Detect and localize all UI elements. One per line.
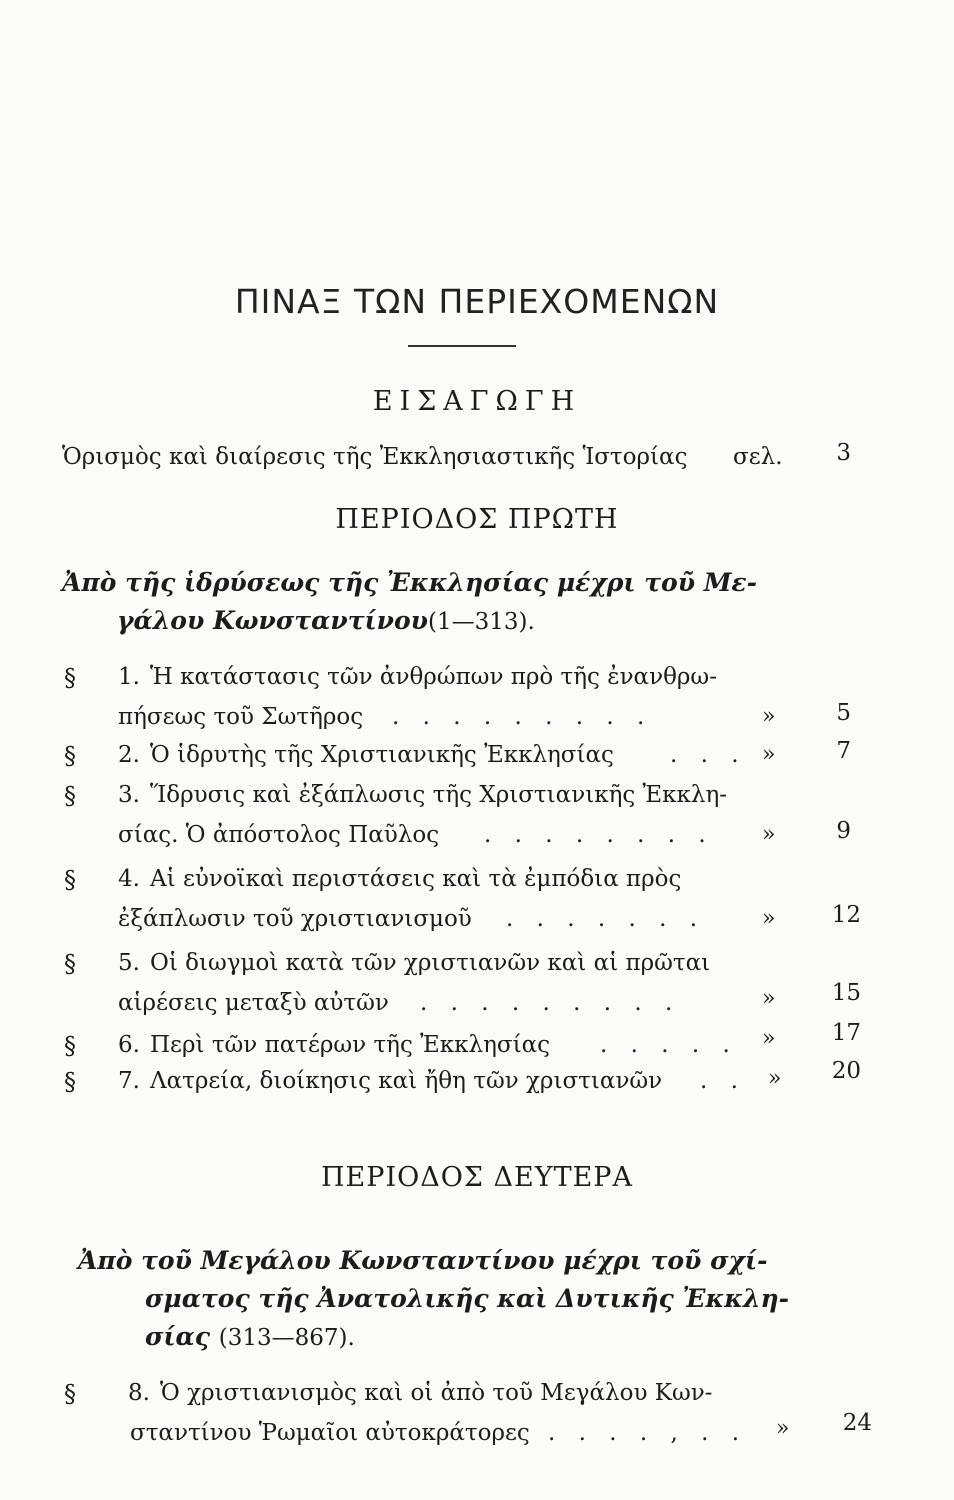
introduction-heading: ΕΙΣΑΓΩΓΗ xyxy=(372,386,582,417)
section-3-line2: σίας. Ὁ ἀπόστολος Παῦλος xyxy=(118,822,440,848)
section-5-line1: Οἱ διωγμοὶ κατὰ τῶν χριστιανῶν καὶ αἱ πρῶται xyxy=(150,950,711,976)
section-symbol: § xyxy=(64,1032,76,1060)
page-label: σελ. xyxy=(733,444,783,470)
section-3-line1: Ἵδρυσις καὶ ἐξάπλωσις τῆς Χριστιανικῆς Ἐκκλη- xyxy=(150,782,728,808)
leader-dots: . . . . . xyxy=(600,1032,738,1058)
section-6-line1: Περὶ τῶν πατέρων τῆς Ἐκκλησίας xyxy=(150,1032,551,1058)
section-number: 2. xyxy=(118,742,140,768)
section-1-page: 5 xyxy=(836,700,851,726)
section-symbol: § xyxy=(64,866,76,894)
leader-dots: . . . . , . . xyxy=(548,1420,748,1446)
title-rule xyxy=(408,345,516,347)
section-number: 3. xyxy=(118,782,140,808)
section-symbol: § xyxy=(64,950,76,978)
leader-dots: . . . xyxy=(670,742,747,768)
leader-dots: . . . . . . . xyxy=(506,906,706,932)
section-number: 7. xyxy=(118,1068,140,1094)
section-symbol: § xyxy=(64,1068,76,1096)
leader-dots: . . xyxy=(700,1068,746,1094)
introduction-page: 3 xyxy=(836,440,851,466)
period2-heading: ΠΕΡΙΟΔΟΣ ΔΕΥΤΕΡΑ xyxy=(321,1162,633,1193)
leader-dots: . . . . . . . . xyxy=(484,822,714,848)
section-4-page: 12 xyxy=(831,902,861,928)
section-6-page: 17 xyxy=(831,1020,861,1046)
ditto-mark: » xyxy=(762,906,776,931)
ditto-mark: » xyxy=(776,1416,790,1441)
period1-subtitle-line1: Ἀπὸ τῆς ἱδρύσεως τῆς Ἐκκλησίας μέχρι τοῦ Με- xyxy=(62,568,757,597)
period1-range: (1—313). xyxy=(428,609,535,635)
ditto-mark: » xyxy=(762,1026,776,1051)
section-number: 6. xyxy=(118,1032,140,1058)
section-7-page: 20 xyxy=(831,1058,861,1084)
introduction-entry: Ὁρισμὸς καὶ διαίρεσις τῆς Ἐκκλησιαστικῆς Ἱστορίας xyxy=(62,444,688,470)
section-symbol: § xyxy=(64,782,76,810)
section-4-line1: Αἱ εὐνοϊκαὶ περιστάσεις καὶ τὰ ἐμπόδια πρὸς xyxy=(150,866,682,892)
section-3-page: 9 xyxy=(836,818,851,844)
section-5-page: 15 xyxy=(831,980,861,1006)
section-number: 8. xyxy=(128,1380,150,1406)
leader-dots: . . . . . . . . . xyxy=(420,990,681,1016)
period2-subtitle-line3: σίας (313—867). xyxy=(145,1322,355,1351)
section-5-line2: αἱρέσεις μεταξὺ αὐτῶν xyxy=(118,990,389,1016)
section-1-line2: πήσεως τοῦ Σωτῆρος xyxy=(118,704,364,730)
period2-subtitle-line2: σματος τῆς Ἀνατολικῆς καὶ Δυτικῆς Ἐκκλη- xyxy=(145,1284,790,1313)
section-7-line1: Λατρεία, διοίκησις καὶ ἤθη τῶν χριστιανῶν xyxy=(150,1068,663,1094)
ditto-mark: » xyxy=(762,822,776,847)
section-2-line1: Ὁ ἱδρυτὴς τῆς Χριστιανικῆς Ἐκκλησίας xyxy=(150,742,614,768)
section-4-line2: ἐξάπλωσιν τοῦ χριστιανισμοῦ xyxy=(118,906,472,932)
section-symbol: § xyxy=(64,1380,76,1408)
leader-dots: . . . . . . . . . xyxy=(392,704,653,730)
ditto-mark: » xyxy=(768,1066,782,1091)
ditto-mark: » xyxy=(762,704,776,729)
section-symbol: § xyxy=(64,742,76,770)
period2-range: (313—867). xyxy=(218,1325,355,1351)
section-number: 5. xyxy=(118,950,140,976)
page-title: ΠΙΝΑΞ ΤΩΝ ΠΕΡΙΕΧΟΜΕΝΩΝ xyxy=(234,282,720,321)
ditto-mark: » xyxy=(762,742,776,767)
section-number: 1. xyxy=(118,664,140,690)
period1-subtitle-line2: γάλου Κωνσταντίνου(1—313). xyxy=(117,606,535,635)
section-symbol: § xyxy=(64,664,76,692)
section-8-line1: Ὁ χριστιανισμὸς καὶ οἱ ἀπὸ τοῦ Μεγάλου Κων- xyxy=(160,1380,713,1406)
period1-heading: ΠΕΡΙΟΔΟΣ ΠΡΩΤΗ xyxy=(335,504,619,535)
section-1-line1: Ἡ κατάστασις τῶν ἀνθρώπων πρὸ τῆς ἐνανθρω- xyxy=(150,664,717,690)
section-8-page: 24 xyxy=(842,1410,872,1436)
section-number: 4. xyxy=(118,866,140,892)
section-2-page: 7 xyxy=(836,738,851,764)
period2-subtitle-line1: Ἀπὸ τοῦ Μεγάλου Κωνσταντίνου μέχρι τοῦ σχί- xyxy=(78,1246,768,1275)
section-8-line2: σταντίνου Ῥωμαῖοι αὐτοκράτορες xyxy=(130,1420,530,1446)
ditto-mark: » xyxy=(762,986,776,1011)
